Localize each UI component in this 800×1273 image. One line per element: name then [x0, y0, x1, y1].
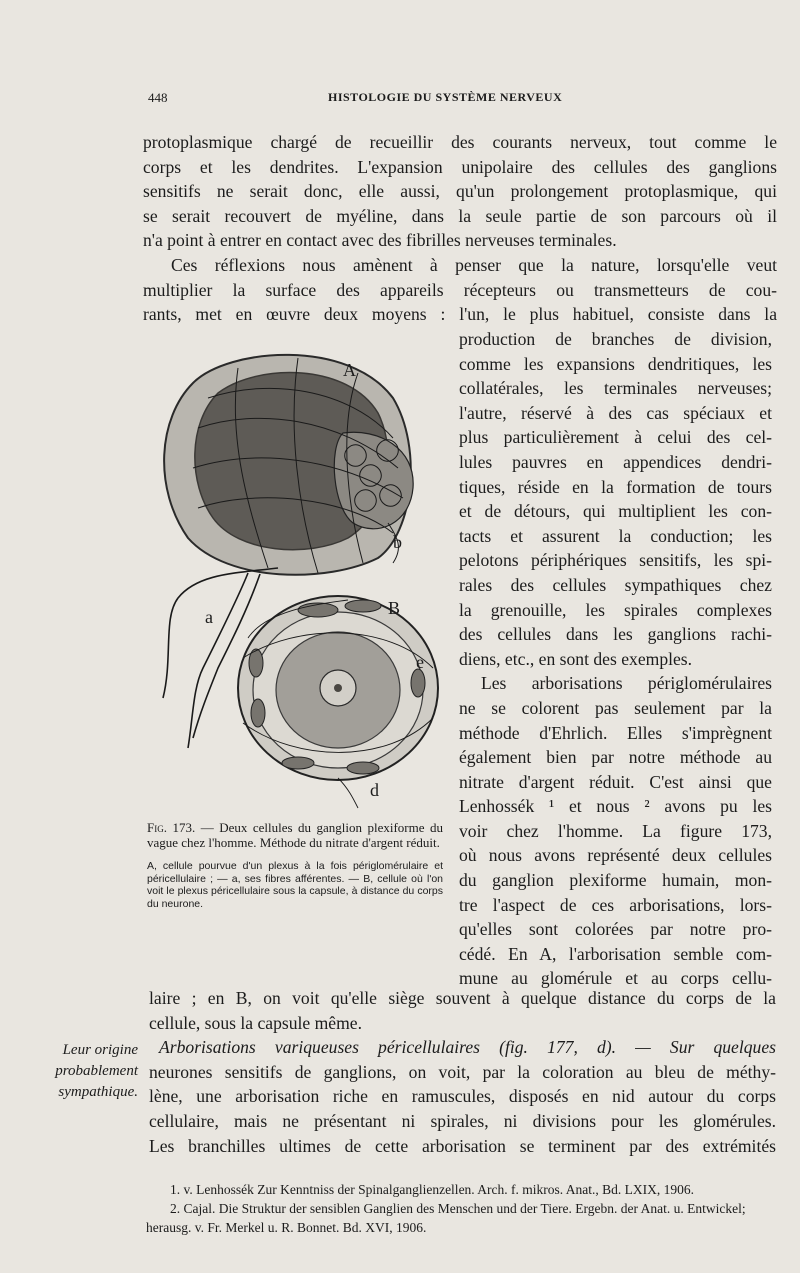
text-line: neurones sensitifs de ganglions, on voit, par la coloration au bleu de méthy- [149, 1061, 776, 1082]
text-line: méthode d'Ehrlich. Elles s'imprègnent [459, 722, 772, 743]
text-line: et de détours, qui multiplient les con- [459, 501, 772, 522]
running-title: HISTOLOGIE DU SYSTÈME NERVEUX [328, 90, 563, 104]
figure-label-A: A [343, 360, 356, 380]
figure-label-b: b [393, 532, 402, 552]
neuron-illustration [148, 338, 448, 818]
text-line: corps et les dendrites. L'expansion unipolaire des cellules des ganglions [143, 156, 777, 177]
text-line: se serait recouvert de myéline, dans la seule partie de son parcours où il [143, 205, 777, 226]
text-line: tacts et assurent la conduction; les [459, 525, 772, 546]
right-column-text [459, 327, 772, 991]
page-header [148, 90, 778, 110]
text-line: également bien par notre méthode au [459, 747, 772, 768]
text-line: lène, une arborisation riche en ramuscules, disposés en nid autour du corps [149, 1086, 776, 1107]
text-line: production de branches de division, [459, 329, 772, 349]
text-line: cellulaire, mais ne présentant ni spirales, ni divisions pour les glomérules. [149, 1110, 776, 1131]
caption-text: — Deux cellules du ganglion plexiforme du vague chez l'homme. Méthode du nitrate d'argent réduit. [147, 820, 443, 850]
top-text-block [143, 130, 777, 327]
footnotes [146, 1180, 776, 1237]
text-line: rants, met en œuvre deux moyens : l'un, le plus habituel, consiste dans la [143, 304, 777, 325]
text-line: Arborisations variqueuses péricellulaires (fig. 177, d). — Sur quelques [159, 1037, 776, 1058]
margin-note: Leur origine probablement sympathique. [55, 1042, 138, 1100]
caption-legend: A, cellule pourvue d'un plexus à la fois périglomérulaire et péricellulaire ; — a, ses fibres afférentes. — B, cellule où l'on voit le plexus péricellulaire sous la capsule, à distance du corps du neurone. [147, 860, 443, 910]
text-line: cédé. En A, l'arborisation semble com- [459, 943, 772, 964]
text-line: nitrate d'argent réduit. C'est ainsi que [459, 771, 772, 792]
text-line: laire ; en B, on voit qu'elle siège souvent à quelque distance du corps de la [149, 988, 776, 1008]
text-line: des cellules dans les ganglions rachi- [459, 624, 772, 645]
text-line: protoplasmique chargé de recueillir des courants nerveux, tout comme le [143, 132, 777, 152]
text-line: du ganglion plexiforme humain, mon- [459, 870, 772, 891]
text-line: sensitifs ne serait donc, elle aussi, qu'un prolongement protoplasmique, qui [143, 181, 777, 202]
bottom-text-block [149, 986, 776, 1158]
text-line: rales des cellules sympathiques chez [459, 574, 772, 595]
text-line: diens, etc., en sont des exemples. [459, 648, 693, 669]
text-line: plus particulièrement à celui des cel- [459, 427, 772, 448]
figure-label-a: a [205, 607, 213, 627]
text-line: l'autre, réservé à des cas spéciaux et [459, 402, 772, 423]
text-line: tre l'aspect de ces arborisations, lors- [459, 894, 772, 915]
figure-173 [148, 338, 448, 818]
text-line: Ces réflexions nous amènent à penser que la nature, lorsqu'elle veut [171, 254, 777, 275]
caption-label: Fig. 173. [147, 820, 196, 835]
text-line: pelotons périphériques sensitifs, les spi- [459, 550, 772, 571]
text-line: n'a point à entrer en contact avec des fibrilles nerveuses terminales. [143, 230, 617, 251]
text-line: qu'elles sont colorées par notre pro- [459, 919, 772, 940]
figure-label-e: e [416, 652, 424, 672]
text-line: où nous avons représenté deux cellules [459, 845, 772, 866]
text-line: la grenouille, les spirales complexes [459, 599, 772, 620]
text-line: voir chez l'homme. La figure 173, [459, 820, 772, 841]
text-line: collatérales, les terminales nerveuses; [459, 378, 772, 399]
text-line: tiques, réside en la formation de tours [459, 476, 772, 497]
footnote-2: 2. Cajal. Die Struktur der sensiblen Ganglien des Menschen und der Tiere. Ergebn. der Anat. u. Entwickel; herausg. v. Fr. Merkel u. R. Bonnet. Bd. XVI, 1906. [146, 1201, 746, 1235]
text-line: comme les expansions dendritiques, les [459, 353, 772, 374]
figure-caption [147, 820, 443, 910]
text-line: Lenhossék ¹ et nous ² avons pu les [459, 796, 772, 817]
text-line: mune au glomérule et au corps cellu- [459, 968, 772, 989]
caption-main [147, 820, 443, 850]
text-line: ne se colorent pas seulement par la [459, 697, 772, 718]
text-line: Les branchilles ultimes de cette arborisation se terminent par des extrémités [149, 1135, 776, 1156]
footnote-1: 1. v. Lenhossék Zur Kenntniss der Spinalganglienzellen. Arch. f. mikros. Anat., Bd. LXIX, 1906. [170, 1182, 695, 1197]
figure-label-B: B [388, 598, 401, 618]
page-number: 448 [148, 90, 168, 105]
text-line: cellule, sous la capsule même. [149, 1012, 363, 1033]
figure-label-d: d [370, 780, 379, 800]
text-line: Les arborisations périglomérulaires [481, 673, 772, 694]
text-line: multiplier la surface des appareils récepteurs ou transmetteurs de cou- [143, 279, 777, 300]
text-line: lules pauvres en appendices dendri- [459, 451, 772, 472]
